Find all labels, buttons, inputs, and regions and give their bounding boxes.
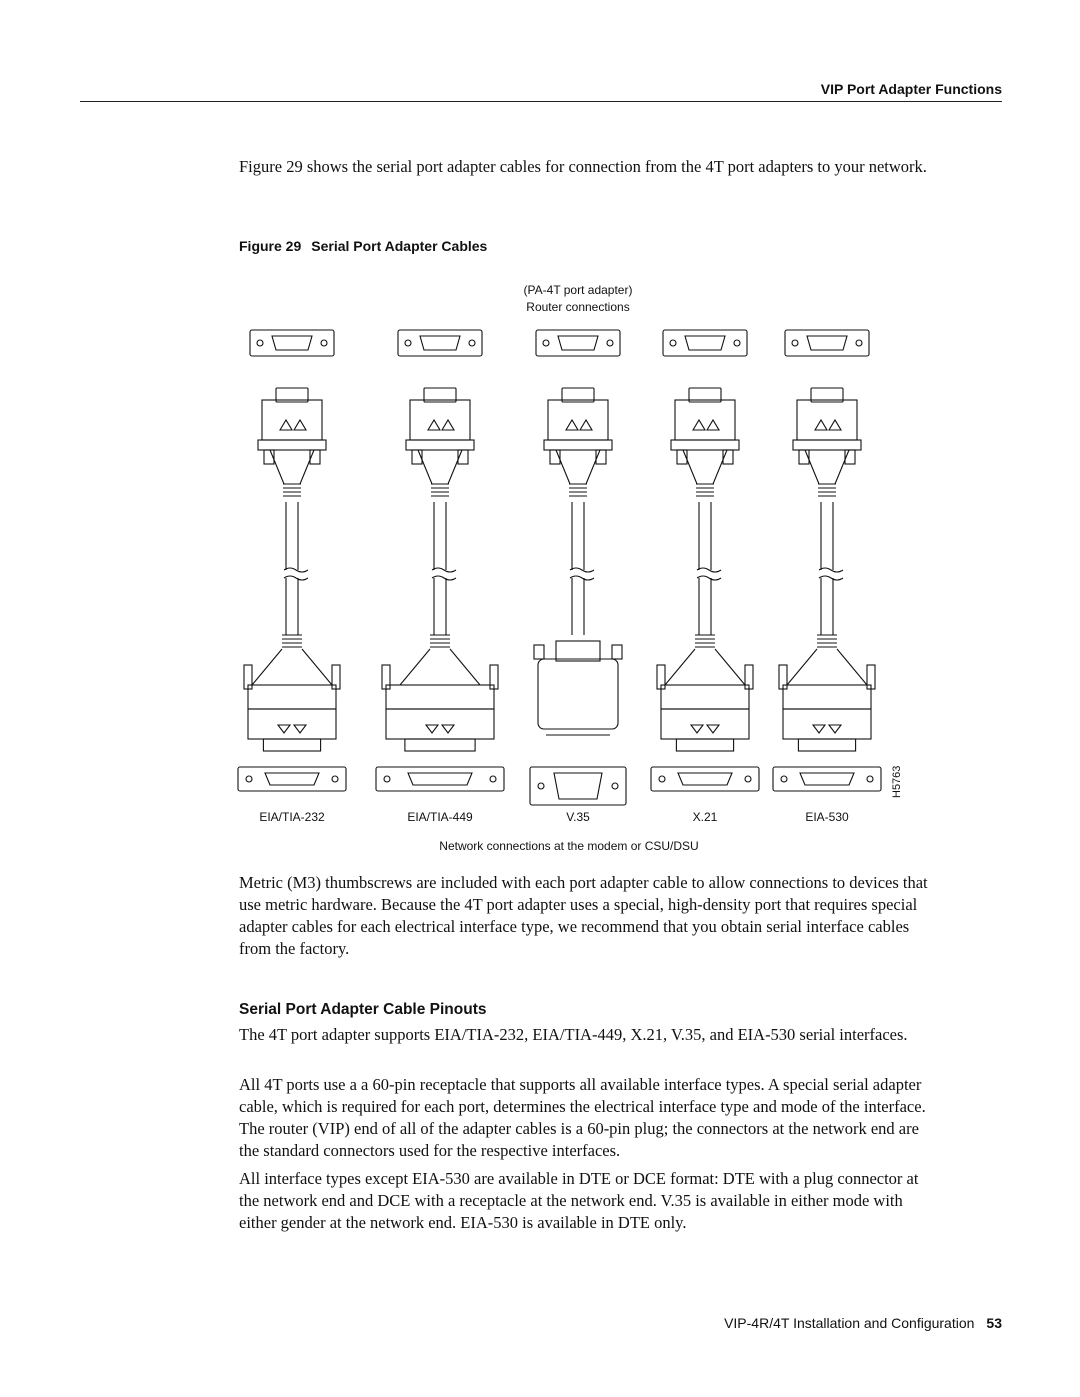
boot (665, 649, 745, 685)
footer-doc-title: VIP-4R/4T Installation and Configuration (724, 1315, 975, 1331)
boot (400, 649, 480, 685)
screw-hole (659, 776, 665, 782)
cable-sheath (572, 578, 584, 635)
pin-shell (420, 336, 460, 350)
v35-block (538, 659, 618, 729)
plug-collar (406, 440, 474, 450)
connector-body (783, 709, 871, 739)
plug-body (675, 400, 735, 440)
boot (556, 450, 600, 484)
figure-bottom-label: Network connections at the modem or CSU/DSU (439, 839, 699, 853)
plug-collar (793, 440, 861, 450)
screw-hole (792, 340, 798, 346)
figure-top-label-2: Router connections (526, 300, 630, 314)
arrow-marks (280, 420, 306, 430)
screw-hole (612, 783, 618, 789)
pin-shell (272, 336, 312, 350)
cable-sheath (699, 578, 711, 635)
plug-collar (258, 440, 326, 450)
connector-body (661, 709, 749, 739)
pin-shell (807, 336, 847, 350)
network-port-plate (651, 767, 759, 791)
figure-title: Serial Port Adapter Cables (311, 238, 488, 254)
dsub-plug (798, 739, 855, 751)
page-number: 53 (986, 1315, 1002, 1331)
v35-cable-clamp (556, 641, 600, 661)
screw-hole (856, 340, 862, 346)
metric-thumbscrews-paragraph: Metric (M3) thumbscrews are included with each port adapter cable to allow connections to devices that use metric hardware. Because the 4T port adapter uses a special, high-density port that requires special adapter cables for each electrical interface type, we recommend that you obtain serial interface cables from the factory. (239, 873, 928, 958)
header-rule (80, 101, 1002, 102)
cable-sheath (286, 502, 298, 570)
cable-sheath (434, 502, 446, 570)
network-port-plate (376, 767, 504, 791)
screw-hole (538, 783, 544, 789)
section-heading: Serial Port Adapter Cable Pinouts (239, 1001, 487, 1018)
cable-eia-530 (773, 330, 881, 791)
cable-break (284, 568, 308, 572)
screw-hole (384, 776, 390, 782)
figure-caption (239, 238, 487, 254)
screw-hole (490, 776, 496, 782)
section-paragraph-3: All interface types except EIA-530 are available in DTE or DCE format: DTE with a plug connector at the network end and DCE with a receptacle at the network end. V.35 is available in either mode with either gender at the network end. EIA-530 is available in DTE only. (239, 1169, 919, 1232)
screw-hole (781, 776, 787, 782)
cable-v35 (530, 330, 626, 805)
figure-number: Figure 29 (239, 238, 302, 254)
cable-sheath (821, 502, 833, 570)
screw-hole (745, 776, 751, 782)
plug-collar (544, 440, 612, 450)
dsub-plug (263, 739, 320, 751)
cable-label-eia-tia-232: EIA/TIA-232 (259, 810, 325, 824)
cable-break (570, 568, 594, 572)
dsub-plug (405, 739, 475, 751)
arrow-marks (426, 725, 454, 733)
boot (270, 450, 314, 484)
cable-break (570, 576, 594, 580)
cable-break (284, 576, 308, 580)
dsub-shell (800, 773, 854, 785)
plug-body (410, 400, 470, 440)
boot (805, 450, 849, 484)
connector-hood (783, 685, 871, 709)
cable-break (432, 568, 456, 572)
cable-sheath (821, 578, 833, 635)
screw-hole (867, 776, 873, 782)
section-running-title: VIP Port Adapter Functions (820, 81, 1002, 97)
dsub-plug (676, 739, 733, 751)
cable-x21 (651, 330, 759, 791)
connector-hood (248, 685, 336, 709)
intro-paragraph: Figure 29 shows the serial port adapter cables for connection from the 4T port adapters to your network. (239, 157, 927, 176)
screw-hole (670, 340, 676, 346)
cable-eia-tia-232 (238, 330, 346, 791)
cable-eia-tia-449 (376, 330, 504, 791)
connector-hood (386, 685, 494, 709)
serial-cables-figure (0, 270, 1080, 860)
cable-break (697, 576, 721, 580)
cable-sheath (572, 502, 584, 570)
arrow-marks (815, 420, 841, 430)
cable-break (697, 568, 721, 572)
boot (787, 649, 867, 685)
screw-hole (607, 340, 613, 346)
cable-sheath (286, 578, 298, 635)
cable-label-eia-tia-449: EIA/TIA-449 (407, 810, 473, 824)
thumbscrew (612, 645, 622, 659)
connector-hood (661, 685, 749, 709)
section-paragraph-1: The 4T port adapter supports EIA/TIA-232, EIA/TIA-449, X.21, V.35, and EIA-530 serial interfaces. (239, 1025, 908, 1044)
network-port-plate (238, 767, 346, 791)
pin-shell (685, 336, 725, 350)
boot (252, 649, 332, 685)
cable-break (819, 568, 843, 572)
thumbscrew (534, 645, 544, 659)
screw-hole (332, 776, 338, 782)
plug-body (797, 400, 857, 440)
boot (683, 450, 727, 484)
plug-body (262, 400, 322, 440)
screw-hole (734, 340, 740, 346)
page-footer (724, 1315, 1002, 1331)
plug-body (548, 400, 608, 440)
cable-label-v35: V.35 (566, 810, 590, 824)
arrow-marks (813, 725, 841, 733)
section-paragraph-2: All 4T ports use a a 60-pin receptacle that supports all available interface types. A special serial adapter cable, which is required for each port, determines the electrical interface type and mode of the interface. The router (VIP) end of all of the adapter cables is a 60-pin plug; the connectors at the network end are the standard connectors used for the respective interfaces. (239, 1075, 926, 1160)
screw-hole (405, 340, 411, 346)
arrow-marks (691, 725, 719, 733)
screw-hole (469, 340, 475, 346)
dsub-shell (408, 773, 472, 785)
cable-break (432, 576, 456, 580)
pin-shell (558, 336, 598, 350)
screw-hole (321, 340, 327, 346)
dsub-shell (554, 773, 602, 799)
screw-hole (246, 776, 252, 782)
screw-hole (257, 340, 263, 346)
cable-sheath (699, 502, 711, 570)
cable-break (819, 576, 843, 580)
dsub-shell (265, 773, 319, 785)
connector-body (248, 709, 336, 739)
connector-body (386, 709, 494, 739)
arrow-marks (693, 420, 719, 430)
boot (418, 450, 462, 484)
screw-hole (543, 340, 549, 346)
arrow-marks (566, 420, 592, 430)
plug-collar (671, 440, 739, 450)
arrow-marks (428, 420, 454, 430)
figure-id: H5763 (891, 765, 903, 798)
cable-label-eia-530: EIA-530 (805, 810, 849, 824)
arrow-marks (278, 725, 306, 733)
figure-top-label-1: (PA-4T port adapter) (523, 283, 633, 297)
cable-sheath (434, 578, 446, 635)
dsub-shell (678, 773, 732, 785)
cable-label-x21: X.21 (692, 810, 718, 824)
network-port-plate (773, 767, 881, 791)
